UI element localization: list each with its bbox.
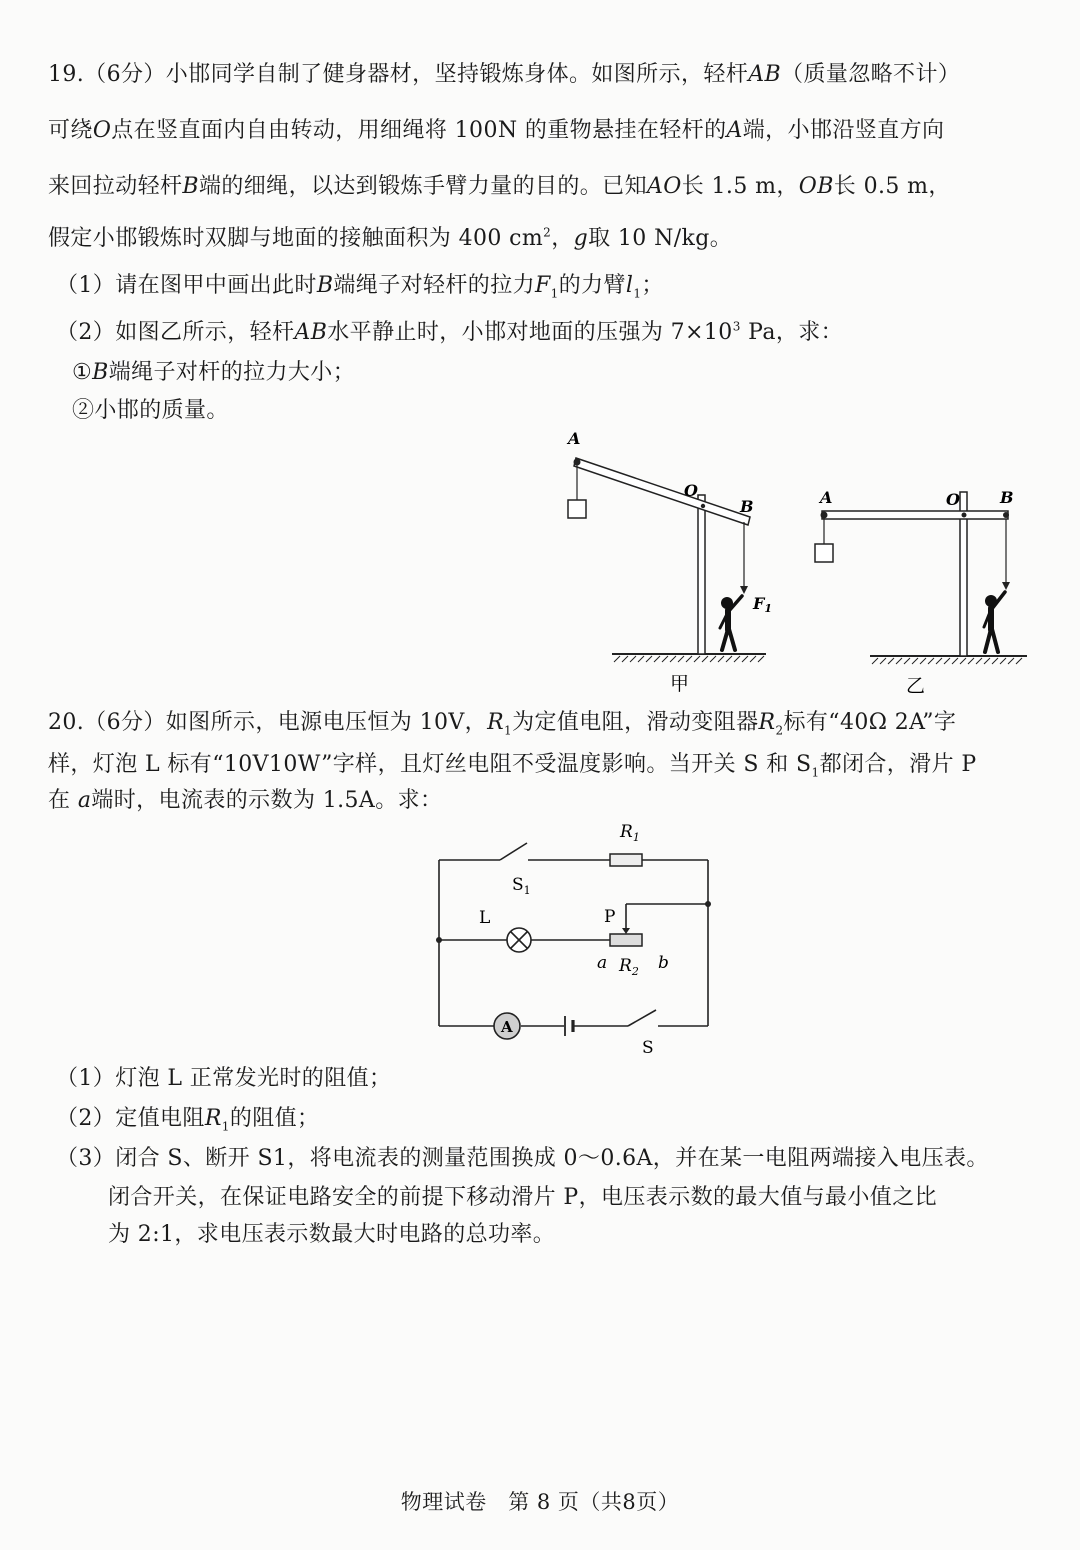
jia-label-B: B (740, 497, 754, 516)
q20-sub-1: （1）灯泡 L 正常发光时的阻值； (56, 1066, 392, 1091)
yi-label-A: A (820, 488, 833, 507)
jia-label-F1: F1 (753, 594, 773, 615)
label-R2: $R_2$ (619, 956, 639, 978)
label-b: b (658, 953, 669, 973)
label-R1: $R_1$ (620, 822, 640, 844)
q19-item-1: ①B端绳子对杆的拉力大小； (72, 360, 356, 385)
label-L: L (479, 908, 491, 928)
ammeter-label: A (501, 1018, 513, 1036)
circuit-diagram (425, 820, 725, 1060)
q20-line-3: 在 a端时，电流表的示数为 1.5A。求： (48, 788, 443, 813)
q20-line-1: 20.（6分）如图所示，电源电压恒为 10V，$R_1$为定值电阻，滑动变阻器$R_2$标有“40Ω 2A”字 (48, 710, 957, 738)
q20-line-2: 样，灯泡 L 标有“10V10W”字样，且灯丝电阻不受温度影响。当开关 S 和 $S_1$都闭合，滑片 P (48, 752, 977, 780)
q20-sub-3-line-1: （3）闭合 S、断开 S1，将电流表的测量范围换成 0～0.6A，并在某一电阻两端接入电压表。 (56, 1146, 989, 1171)
label-P: P (604, 907, 616, 927)
label-a: a (597, 953, 608, 973)
q19-sub-2: （2）如图乙所示，轻杆AB水平静止时，小邯对地面的压强为 $7\times 10^3$ Pa，求： (56, 319, 844, 345)
q19-line-4: 假定小邯锻炼时双脚与地面的接触面积为 400 $cm^2$，g取 10 N/kg。 (48, 225, 733, 251)
figure-jia (560, 425, 773, 695)
page-footer: 物理试卷 第 8 页（共8页） (400, 1490, 680, 1514)
q19-item-2: ②小邯的质量。 (72, 398, 229, 423)
jia-label-O: O (684, 481, 698, 500)
q19-line-3: 来回拉动轻杆B端的细绳，以达到锻炼手臂力量的目的。已知AO长 1.5 m，OB长 0.5 m， (48, 174, 951, 199)
yi-caption: 乙 (906, 675, 926, 697)
jia-caption: 甲 (670, 673, 690, 695)
q19-line-2: 可绕O点在竖直面内自由转动，用细绳将 100N 的重物悬挂在轻杆的A端，小邯沿竖直方向 (48, 118, 945, 143)
yi-label-O: O (946, 490, 960, 509)
jia-label-A: A (568, 429, 581, 448)
yi-label-B: B (1000, 488, 1014, 507)
label-S: S (642, 1038, 654, 1058)
q20-sub-2: （2）定值电阻$R_1$的阻值； (56, 1106, 320, 1134)
q19-line-1: 19.（6分）小邯同学自制了健身器材，坚持锻炼身体。如图所示，轻杆AB（质量忽略不计） (48, 62, 961, 87)
q19-sub-1: （1）请在图甲中画出此时B端绳子对轻杆的拉力$F_1$的力臂$l_1$； (56, 273, 664, 301)
q20-sub-3-line-3: 为 2:1，求电压表示数最大时电路的总功率。 (108, 1222, 556, 1247)
figure-yi (810, 425, 1030, 695)
label-S1: $S_1$ (512, 875, 531, 897)
q20-sub-3-line-2: 闭合开关，在保证电路安全的前提下移动滑片 P，电压表示数的最大值与最小值之比 (108, 1185, 937, 1210)
